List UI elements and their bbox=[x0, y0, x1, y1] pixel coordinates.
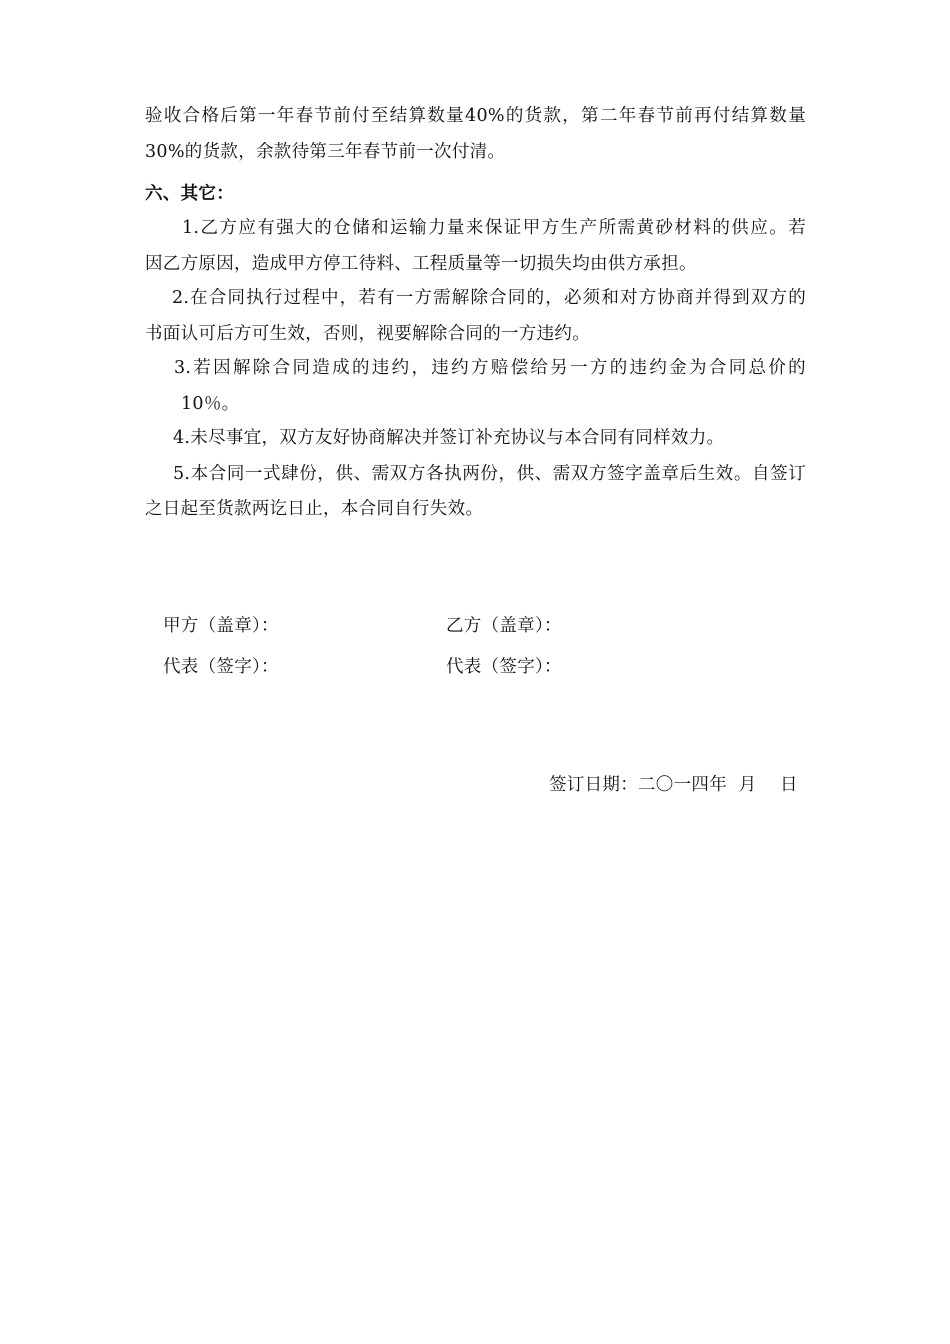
clause-5-line-2: 之日起至货款两讫日止，本合同自行失效。 bbox=[145, 499, 484, 519]
section-title-other: 六、其它： bbox=[145, 184, 234, 204]
payment-terms-line-2: 30%的货款，余款待第三年春节前一次付清。 bbox=[145, 142, 506, 162]
clause-3-line-2: 10％。 bbox=[181, 394, 240, 414]
payment-terms-line-1: 验收合格后第一年春节前付至结算数量40%的货款，第二年春节前再付结算数量 bbox=[145, 106, 806, 126]
clause-2-line-1: 2.在合同执行过程中，若有一方需解除合同的，必须和对方协商并得到双方的 bbox=[172, 288, 806, 308]
clause-4: 4.未尽事宜，双方友好协商解决并签订补充协议与本合同有同样效力。 bbox=[173, 428, 725, 448]
clause-5-line-1: 5.本合同一式肆份，供、需双方各执两份，供、需双方签字盖章后生效。自签订 bbox=[173, 464, 806, 484]
party-b-representative-label: 代表（签字）： bbox=[446, 657, 562, 677]
party-b-seal-label: 乙方（盖章）： bbox=[446, 616, 562, 636]
clause-1-line-1: 1.乙方应有强大的仓储和运输力量来保证甲方生产所需黄砂材料的供应。若 bbox=[182, 218, 806, 238]
party-a-seal-label: 甲方（盖章）： bbox=[163, 616, 279, 636]
party-a-representative-label: 代表（签字）： bbox=[163, 657, 279, 677]
clause-1-line-2: 因乙方原因，造成甲方停工待料、工程质量等一切损失均由供方承担。 bbox=[145, 254, 697, 274]
sign-date: 签订日期：二〇一四年 月 日 bbox=[549, 775, 798, 795]
clause-3-line-1: 3.若因解除合同造成的违约，违约方赔偿给另一方的违约金为合同总价的 bbox=[174, 358, 806, 378]
clause-2-line-2: 书面认可后方可生效，否则，视要解除合同的一方违约。 bbox=[145, 324, 590, 344]
